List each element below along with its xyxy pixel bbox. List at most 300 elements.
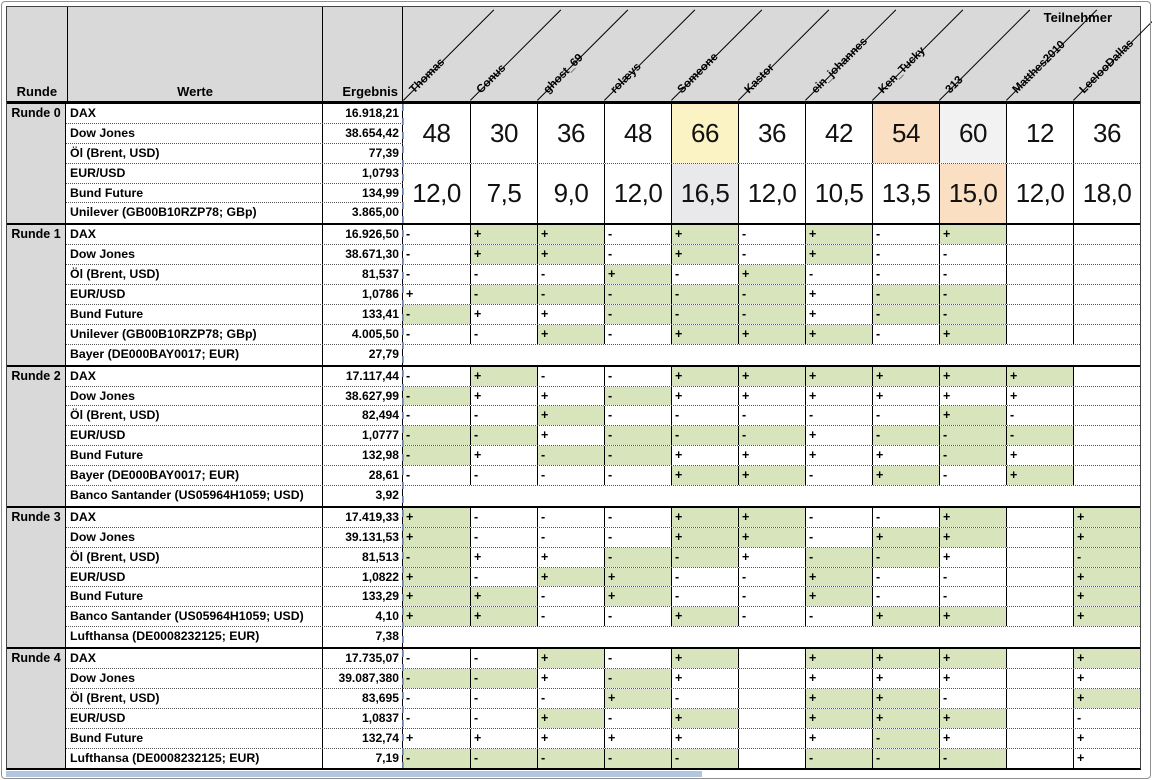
round-label[interactable]: Runde 4 xyxy=(7,649,66,768)
prediction-cell[interactable]: + xyxy=(604,587,671,606)
prediction-cell[interactable]: - xyxy=(406,368,411,383)
prediction-cell[interactable]: - xyxy=(604,305,671,324)
prediction-cell[interactable]: - xyxy=(671,548,738,567)
value-name-cell[interactable]: Dow Jones xyxy=(66,124,323,143)
prediction-cell[interactable]: + xyxy=(805,305,872,324)
prediction-cell[interactable]: + xyxy=(805,669,872,688)
score-cell[interactable]: 36 xyxy=(537,104,604,163)
prediction-cell[interactable]: - xyxy=(805,508,872,527)
prediction-cell[interactable]: - xyxy=(604,406,671,425)
round-label[interactable]: Runde 0 xyxy=(7,104,66,223)
result-cell[interactable]: 3,92 xyxy=(323,486,403,506)
prediction-cell[interactable]: + xyxy=(939,225,1006,244)
prediction-cell[interactable]: - xyxy=(805,749,872,769)
prediction-cell[interactable] xyxy=(1006,225,1073,244)
prediction-cell[interactable]: + xyxy=(403,607,470,626)
prediction-cell[interactable]: + xyxy=(671,607,738,626)
prediction-cell[interactable]: + xyxy=(470,607,537,626)
prediction-cell[interactable]: + xyxy=(604,689,671,708)
prediction-cell[interactable]: + xyxy=(805,587,872,606)
result-cell[interactable]: 4.005,50 xyxy=(323,325,403,344)
prediction-cell[interactable]: - xyxy=(671,689,738,708)
prediction-cell[interactable]: - xyxy=(406,247,411,262)
prediction-cell[interactable]: - xyxy=(872,265,939,284)
prediction-cell[interactable]: - xyxy=(406,227,411,242)
prediction-cell[interactable]: + xyxy=(805,225,872,244)
value-name-cell[interactable]: Bund Future xyxy=(66,729,323,748)
prediction-cell[interactable]: - xyxy=(403,669,470,688)
prediction-cell[interactable]: + xyxy=(671,508,738,527)
prediction-cell[interactable]: - xyxy=(604,367,671,386)
prediction-cell[interactable]: + xyxy=(805,446,872,465)
score-cell[interactable]: 13,5 xyxy=(872,164,939,224)
prediction-cell[interactable]: - xyxy=(406,326,411,341)
value-name-cell[interactable]: Dow Jones xyxy=(66,245,323,264)
result-cell[interactable]: 28,61 xyxy=(323,466,403,485)
prediction-cell[interactable] xyxy=(1073,225,1140,244)
score-cell[interactable]: 15,0 xyxy=(939,164,1006,224)
prediction-cell[interactable]: + xyxy=(406,730,414,745)
prediction-cell[interactable]: + xyxy=(805,689,872,708)
prediction-cell[interactable]: - xyxy=(537,285,604,304)
value-name-cell[interactable]: Dow Jones xyxy=(66,387,323,406)
prediction-cell[interactable]: - xyxy=(537,587,604,606)
result-cell[interactable]: 7,38 xyxy=(323,627,403,647)
prediction-cell[interactable]: - xyxy=(1006,406,1073,425)
score-cell[interactable]: 12,0 xyxy=(604,164,671,224)
value-name-cell[interactable]: Banco Santander (US05964H1059; USD) xyxy=(66,486,323,506)
prediction-cell[interactable]: - xyxy=(604,466,671,485)
result-cell[interactable]: 82,494 xyxy=(323,406,403,425)
prediction-cell[interactable] xyxy=(1006,265,1073,284)
result-cell[interactable]: 83,695 xyxy=(323,689,403,708)
value-name-cell[interactable]: Bund Future xyxy=(66,184,323,203)
prediction-cell[interactable]: - xyxy=(470,466,537,485)
prediction-cell[interactable] xyxy=(738,749,805,769)
prediction-cell[interactable]: + xyxy=(939,508,1006,527)
prediction-cell[interactable]: + xyxy=(872,649,939,668)
prediction-cell[interactable]: - xyxy=(939,568,1006,587)
prediction-cell[interactable]: + xyxy=(604,568,671,587)
prediction-cell[interactable]: + xyxy=(872,607,939,626)
value-name-cell[interactable]: Bund Future xyxy=(66,305,323,324)
prediction-cell[interactable]: - xyxy=(671,406,738,425)
result-cell[interactable]: 133,41 xyxy=(323,305,403,324)
prediction-cell[interactable] xyxy=(1006,528,1073,547)
prediction-cell[interactable]: - xyxy=(470,649,537,668)
prediction-cell[interactable]: - xyxy=(872,508,939,527)
result-cell[interactable]: 17.735,07 xyxy=(323,649,403,668)
prediction-cell[interactable]: - xyxy=(604,285,671,304)
prediction-cell[interactable]: + xyxy=(872,466,939,485)
prediction-cell[interactable]: + xyxy=(671,466,738,485)
prediction-cell[interactable]: - xyxy=(537,689,604,708)
prediction-cell[interactable]: + xyxy=(805,568,872,587)
result-cell[interactable]: 77,39 xyxy=(323,144,403,163)
prediction-cell[interactable]: + xyxy=(470,446,537,465)
prediction-cell[interactable]: + xyxy=(738,528,805,547)
prediction-cell[interactable]: + xyxy=(738,325,805,344)
prediction-cell[interactable]: + xyxy=(939,669,1006,688)
prediction-cell[interactable]: - xyxy=(403,749,470,769)
prediction-cell[interactable] xyxy=(1006,548,1073,567)
score-cell[interactable]: 12,0 xyxy=(738,164,805,224)
score-cell[interactable]: 12 xyxy=(1006,104,1073,163)
prediction-cell[interactable]: + xyxy=(537,548,604,567)
prediction-cell[interactable] xyxy=(1006,508,1073,527)
value-name-cell[interactable]: EUR/USD xyxy=(66,426,323,445)
prediction-cell[interactable]: + xyxy=(1073,649,1140,668)
value-name-cell[interactable]: Öl (Brent, USD) xyxy=(66,265,323,284)
prediction-cell[interactable]: + xyxy=(470,387,537,406)
prediction-cell[interactable] xyxy=(1006,749,1073,769)
prediction-cell[interactable]: - xyxy=(939,587,1006,606)
prediction-cell[interactable]: - xyxy=(406,651,411,666)
value-name-cell[interactable]: Bayer (DE000BAY0017; EUR) xyxy=(66,466,323,485)
prediction-cell[interactable]: - xyxy=(470,528,537,547)
prediction-cell[interactable]: + xyxy=(604,729,671,748)
prediction-cell[interactable]: + xyxy=(671,709,738,728)
prediction-cell[interactable]: + xyxy=(1006,466,1073,485)
prediction-cell[interactable]: + xyxy=(872,709,939,728)
prediction-cell[interactable]: - xyxy=(470,325,537,344)
result-cell[interactable]: 39.131,53 xyxy=(323,528,403,547)
prediction-cell[interactable]: + xyxy=(671,729,738,748)
result-cell[interactable]: 38.671,30 xyxy=(323,245,403,264)
prediction-cell[interactable] xyxy=(1006,285,1073,304)
prediction-cell[interactable]: - xyxy=(805,265,872,284)
prediction-cell[interactable]: + xyxy=(671,367,738,386)
prediction-cell[interactable]: - xyxy=(403,426,470,445)
prediction-cell[interactable]: - xyxy=(872,305,939,324)
prediction-cell[interactable]: + xyxy=(1073,689,1140,708)
prediction-cell[interactable]: + xyxy=(939,709,1006,728)
prediction-cell[interactable]: - xyxy=(805,548,872,567)
value-name-cell[interactable]: DAX xyxy=(66,225,323,244)
prediction-cell[interactable]: + xyxy=(537,669,604,688)
round-label[interactable]: Runde 1 xyxy=(7,225,66,364)
prediction-cell[interactable]: + xyxy=(738,367,805,386)
prediction-cell[interactable]: + xyxy=(805,729,872,748)
prediction-cell[interactable]: - xyxy=(604,225,671,244)
prediction-cell[interactable] xyxy=(738,649,805,668)
value-name-cell[interactable]: Unilever (GB00B10RZP78; GBp) xyxy=(66,325,323,344)
value-name-cell[interactable]: Öl (Brent, USD) xyxy=(66,406,323,425)
prediction-cell[interactable] xyxy=(1006,649,1073,668)
prediction-cell[interactable]: - xyxy=(537,528,604,547)
prediction-cell[interactable] xyxy=(1073,305,1140,324)
value-name-cell[interactable]: Dow Jones xyxy=(66,669,323,688)
prediction-cell[interactable]: - xyxy=(604,446,671,465)
prediction-cell[interactable] xyxy=(1006,245,1073,264)
prediction-cell[interactable]: - xyxy=(872,548,939,567)
prediction-cell[interactable]: + xyxy=(671,325,738,344)
prediction-cell[interactable]: - xyxy=(604,709,671,728)
result-cell[interactable]: 38.654,42 xyxy=(323,124,403,143)
score-cell[interactable]: 12,0 xyxy=(1006,164,1073,224)
prediction-cell[interactable] xyxy=(1073,285,1140,304)
prediction-cell[interactable]: - xyxy=(604,508,671,527)
prediction-cell[interactable] xyxy=(738,709,805,728)
prediction-cell[interactable]: + xyxy=(1073,528,1140,547)
prediction-cell[interactable]: + xyxy=(939,406,1006,425)
prediction-cell[interactable]: + xyxy=(1073,508,1140,527)
prediction-cell[interactable] xyxy=(1073,466,1140,485)
value-name-cell[interactable]: DAX xyxy=(66,508,323,527)
prediction-cell[interactable]: - xyxy=(470,426,537,445)
prediction-cell[interactable]: + xyxy=(872,528,939,547)
prediction-cell[interactable] xyxy=(1006,607,1073,626)
result-cell[interactable]: 1,0777 xyxy=(323,426,403,445)
prediction-cell[interactable]: - xyxy=(872,729,939,748)
prediction-cell[interactable]: + xyxy=(537,406,604,425)
prediction-cell[interactable]: - xyxy=(939,265,1006,284)
prediction-cell[interactable] xyxy=(1006,669,1073,688)
prediction-cell[interactable]: + xyxy=(537,305,604,324)
value-name-cell[interactable]: Lufthansa (DE0008232125; EUR) xyxy=(66,749,323,769)
prediction-cell[interactable]: + xyxy=(939,548,1006,567)
prediction-cell[interactable]: - xyxy=(872,285,939,304)
prediction-cell[interactable]: - xyxy=(872,587,939,606)
prediction-cell[interactable]: - xyxy=(470,709,537,728)
prediction-cell[interactable]: - xyxy=(406,267,411,282)
prediction-cell[interactable]: - xyxy=(470,669,537,688)
prediction-cell[interactable]: - xyxy=(470,689,537,708)
prediction-cell[interactable]: - xyxy=(939,285,1006,304)
prediction-cell[interactable]: + xyxy=(872,689,939,708)
prediction-cell[interactable]: - xyxy=(738,568,805,587)
prediction-cell[interactable]: + xyxy=(1073,568,1140,587)
prediction-cell[interactable]: - xyxy=(470,749,537,769)
prediction-cell[interactable]: - xyxy=(470,568,537,587)
result-cell[interactable]: 134,99 xyxy=(323,184,403,203)
value-name-cell[interactable]: Bund Future xyxy=(66,446,323,465)
value-name-cell[interactable]: DAX xyxy=(66,367,323,386)
prediction-cell[interactable]: - xyxy=(872,749,939,769)
prediction-cell[interactable]: + xyxy=(939,367,1006,386)
score-cell[interactable]: 66 xyxy=(671,104,738,163)
prediction-cell[interactable]: - xyxy=(939,749,1006,769)
prediction-cell[interactable]: + xyxy=(671,245,738,264)
prediction-cell[interactable] xyxy=(1073,265,1140,284)
prediction-cell[interactable]: + xyxy=(1073,749,1140,769)
prediction-cell[interactable]: - xyxy=(604,649,671,668)
result-cell[interactable]: 1,0822 xyxy=(323,568,403,587)
prediction-cell[interactable]: - xyxy=(1073,548,1140,567)
result-cell[interactable]: 1,0786 xyxy=(323,285,403,304)
score-cell[interactable]: 60 xyxy=(939,104,1006,163)
score-cell[interactable]: 30 xyxy=(470,104,537,163)
prediction-cell[interactable]: + xyxy=(738,387,805,406)
result-cell[interactable]: 16.926,50 xyxy=(323,225,403,244)
value-name-cell[interactable]: Dow Jones xyxy=(66,528,323,547)
prediction-cell[interactable]: - xyxy=(872,245,939,264)
prediction-cell[interactable]: - xyxy=(604,749,671,769)
prediction-cell[interactable]: + xyxy=(805,709,872,728)
prediction-cell[interactable] xyxy=(738,669,805,688)
prediction-cell[interactable]: + xyxy=(470,729,537,748)
prediction-cell[interactable]: - xyxy=(604,548,671,567)
score-cell[interactable]: 54 xyxy=(872,104,939,163)
result-cell[interactable]: 17.419,33 xyxy=(323,508,403,527)
prediction-cell[interactable]: - xyxy=(406,690,411,705)
score-cell[interactable]: 7,5 xyxy=(470,164,537,224)
prediction-cell[interactable]: + xyxy=(537,729,604,748)
prediction-cell[interactable]: + xyxy=(1073,669,1140,688)
prediction-cell[interactable]: + xyxy=(470,305,537,324)
prediction-cell[interactable]: - xyxy=(1006,426,1073,445)
prediction-cell[interactable]: + xyxy=(537,225,604,244)
round-label[interactable]: Runde 3 xyxy=(7,508,66,647)
prediction-cell[interactable]: + xyxy=(671,649,738,668)
score-cell[interactable]: 36 xyxy=(1073,104,1140,163)
prediction-cell[interactable]: - xyxy=(403,548,470,567)
prediction-cell[interactable]: - xyxy=(403,305,470,324)
prediction-cell[interactable]: + xyxy=(671,446,738,465)
prediction-cell[interactable]: - xyxy=(939,466,1006,485)
prediction-cell[interactable]: + xyxy=(470,548,537,567)
prediction-cell[interactable]: - xyxy=(872,426,939,445)
prediction-cell[interactable]: + xyxy=(537,387,604,406)
prediction-cell[interactable]: - xyxy=(738,607,805,626)
prediction-cell[interactable]: - xyxy=(805,607,872,626)
score-cell[interactable]: 48 xyxy=(604,104,671,163)
prediction-cell[interactable]: + xyxy=(604,265,671,284)
result-cell[interactable]: 133,29 xyxy=(323,587,403,606)
prediction-cell[interactable]: - xyxy=(872,406,939,425)
prediction-cell[interactable]: - xyxy=(537,446,604,465)
round-label[interactable]: Runde 2 xyxy=(7,367,66,506)
result-cell[interactable]: 3.865,00 xyxy=(323,203,403,223)
prediction-cell[interactable]: - xyxy=(537,749,604,769)
result-cell[interactable]: 7,19 xyxy=(323,749,403,769)
prediction-cell[interactable]: - xyxy=(403,446,470,465)
prediction-cell[interactable]: - xyxy=(671,285,738,304)
prediction-cell[interactable]: + xyxy=(805,649,872,668)
value-name-cell[interactable]: Unilever (GB00B10RZP78; GBp) xyxy=(66,203,323,223)
prediction-cell[interactable]: - xyxy=(671,305,738,324)
value-name-cell[interactable]: Öl (Brent, USD) xyxy=(66,689,323,708)
prediction-cell[interactable]: + xyxy=(805,426,872,445)
result-cell[interactable]: 17.117,44 xyxy=(323,367,403,386)
prediction-cell[interactable]: - xyxy=(537,508,604,527)
prediction-cell[interactable]: - xyxy=(671,568,738,587)
prediction-cell[interactable]: + xyxy=(403,528,470,547)
prediction-cell[interactable]: + xyxy=(1006,387,1073,406)
prediction-cell[interactable]: + xyxy=(470,367,537,386)
prediction-cell[interactable]: + xyxy=(939,387,1006,406)
prediction-cell[interactable]: + xyxy=(805,367,872,386)
prediction-cell[interactable] xyxy=(1006,709,1073,728)
prediction-cell[interactable]: + xyxy=(805,387,872,406)
result-cell[interactable]: 39.087,380 xyxy=(323,669,403,688)
prediction-cell[interactable]: + xyxy=(537,709,604,728)
prediction-cell[interactable]: - xyxy=(939,305,1006,324)
prediction-cell[interactable]: - xyxy=(604,245,671,264)
prediction-cell[interactable]: + xyxy=(1073,607,1140,626)
prediction-cell[interactable] xyxy=(1073,245,1140,264)
prediction-cell[interactable]: + xyxy=(872,367,939,386)
prediction-cell[interactable]: + xyxy=(939,528,1006,547)
prediction-cell[interactable]: + xyxy=(805,245,872,264)
value-name-cell[interactable]: Öl (Brent, USD) xyxy=(66,548,323,567)
prediction-cell[interactable] xyxy=(1073,387,1140,406)
prediction-cell[interactable]: + xyxy=(671,387,738,406)
prediction-cell[interactable]: + xyxy=(1006,446,1073,465)
score-cell[interactable]: 36 xyxy=(738,104,805,163)
prediction-cell[interactable]: + xyxy=(406,287,414,302)
score-cell[interactable]: 12,0 xyxy=(412,178,461,209)
prediction-cell[interactable]: - xyxy=(872,225,939,244)
prediction-cell[interactable]: - xyxy=(470,285,537,304)
prediction-cell[interactable]: + xyxy=(403,568,470,587)
value-name-cell[interactable]: Bund Future xyxy=(66,587,323,606)
prediction-cell[interactable]: - xyxy=(470,508,537,527)
prediction-cell[interactable]: + xyxy=(738,466,805,485)
result-cell[interactable]: 132,98 xyxy=(323,446,403,465)
prediction-cell[interactable]: + xyxy=(939,649,1006,668)
prediction-cell[interactable]: + xyxy=(470,225,537,244)
prediction-cell[interactable]: - xyxy=(470,265,537,284)
prediction-cell[interactable]: - xyxy=(939,426,1006,445)
prediction-cell[interactable]: - xyxy=(805,466,872,485)
value-name-cell[interactable]: EUR/USD xyxy=(66,164,323,183)
prediction-cell[interactable]: + xyxy=(470,587,537,606)
score-cell[interactable]: 10,5 xyxy=(805,164,872,224)
result-cell[interactable]: 16.918,21 xyxy=(323,104,403,123)
result-cell[interactable]: 132,74 xyxy=(323,729,403,748)
value-name-cell[interactable]: EUR/USD xyxy=(66,285,323,304)
prediction-cell[interactable]: - xyxy=(872,568,939,587)
prediction-cell[interactable] xyxy=(1006,325,1073,344)
prediction-cell[interactable]: + xyxy=(537,568,604,587)
prediction-cell[interactable]: + xyxy=(671,528,738,547)
prediction-cell[interactable]: + xyxy=(872,669,939,688)
value-name-cell[interactable]: EUR/USD xyxy=(66,568,323,587)
prediction-cell[interactable]: + xyxy=(939,729,1006,748)
prediction-cell[interactable]: - xyxy=(738,285,805,304)
prediction-cell[interactable] xyxy=(738,729,805,748)
result-cell[interactable]: 81,513 xyxy=(323,548,403,567)
prediction-cell[interactable]: - xyxy=(604,669,671,688)
prediction-cell[interactable]: - xyxy=(738,305,805,324)
prediction-cell[interactable] xyxy=(1006,305,1073,324)
prediction-cell[interactable]: - xyxy=(470,406,537,425)
prediction-cell[interactable]: - xyxy=(604,607,671,626)
prediction-cell[interactable]: + xyxy=(470,245,537,264)
score-cell[interactable]: 18,0 xyxy=(1073,164,1140,224)
value-name-cell[interactable]: DAX xyxy=(66,104,323,123)
prediction-cell[interactable]: - xyxy=(406,468,411,483)
prediction-cell[interactable]: - xyxy=(671,426,738,445)
prediction-cell[interactable]: + xyxy=(1073,729,1140,748)
prediction-cell[interactable]: - xyxy=(604,426,671,445)
prediction-cell[interactable]: + xyxy=(671,669,738,688)
prediction-cell[interactable] xyxy=(1073,367,1140,386)
prediction-cell[interactable]: - xyxy=(805,528,872,547)
value-name-cell[interactable]: Bayer (DE000BAY0017; EUR) xyxy=(66,345,323,365)
prediction-cell[interactable]: + xyxy=(872,387,939,406)
prediction-cell[interactable]: - xyxy=(604,325,671,344)
prediction-cell[interactable]: + xyxy=(403,508,470,527)
prediction-cell[interactable]: + xyxy=(872,446,939,465)
prediction-cell[interactable] xyxy=(738,689,805,708)
prediction-cell[interactable]: - xyxy=(939,245,1006,264)
prediction-cell[interactable] xyxy=(1006,568,1073,587)
prediction-cell[interactable]: - xyxy=(537,607,604,626)
value-name-cell[interactable]: Öl (Brent, USD) xyxy=(66,144,323,163)
prediction-cell[interactable]: - xyxy=(671,749,738,769)
